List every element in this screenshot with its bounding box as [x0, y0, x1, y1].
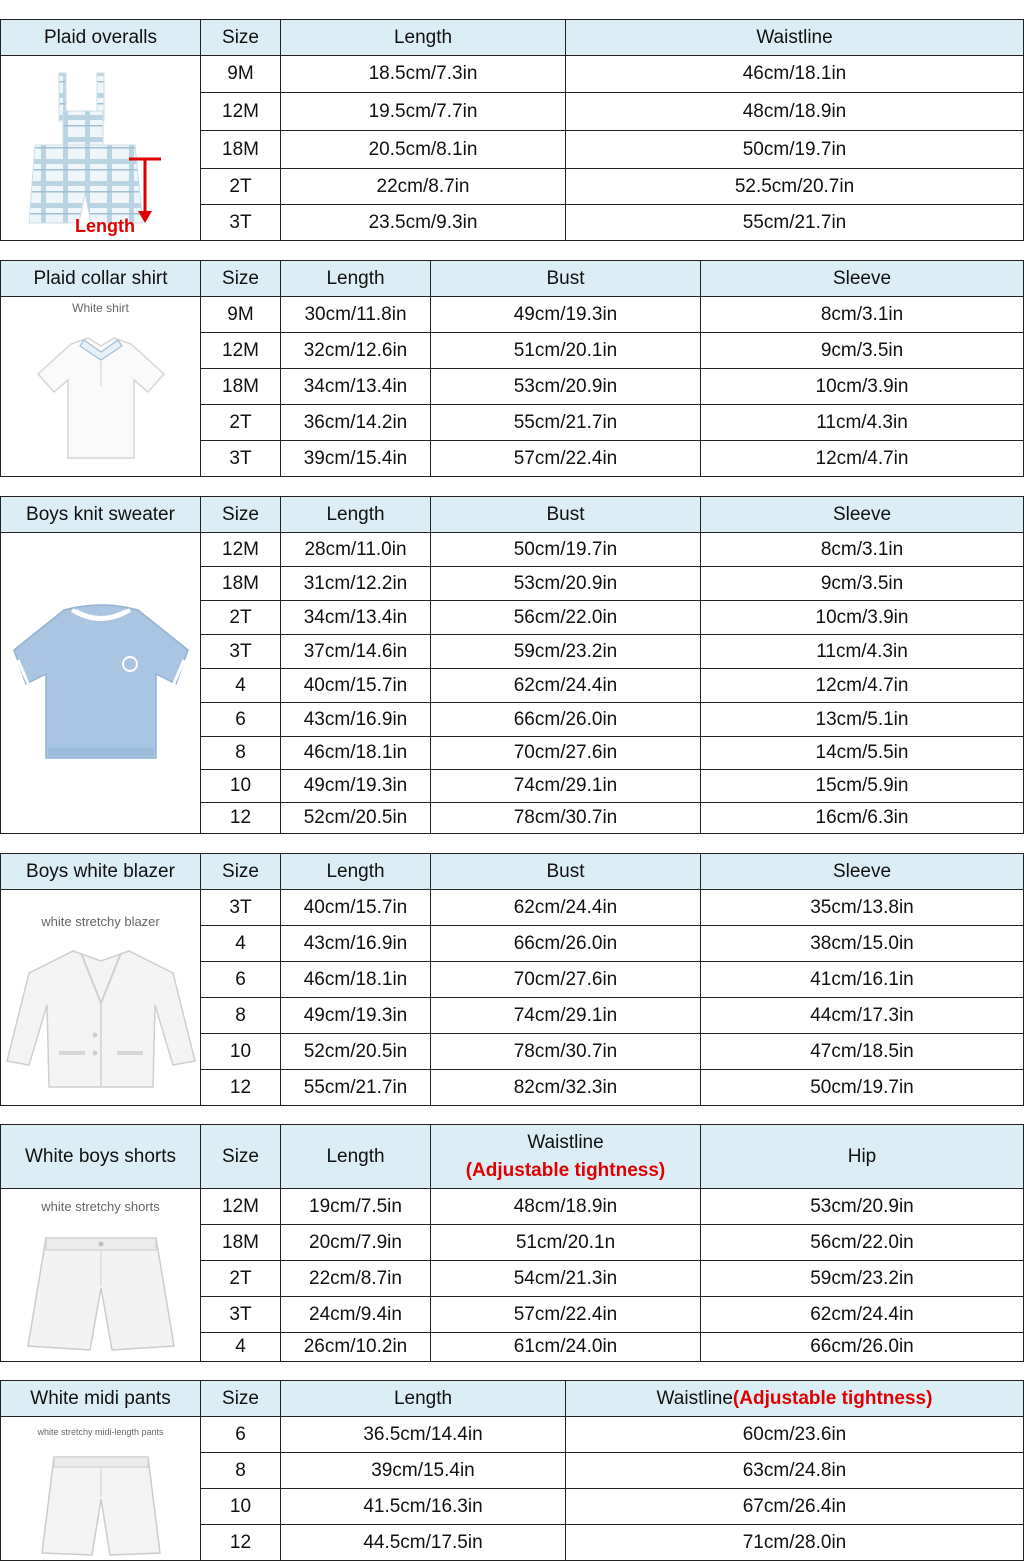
cell-length: 40cm/15.7in	[280, 889, 431, 926]
cell-sleeve: 35cm/13.8in	[700, 889, 1024, 926]
cell-bust: 62cm/24.4in	[430, 889, 701, 926]
header-size: Size	[200, 1380, 281, 1417]
cell-size: 4	[200, 1332, 281, 1362]
cell-length: 20cm/7.9in	[280, 1224, 431, 1261]
cell-size: 3T	[200, 634, 281, 669]
cell-hip: 53cm/20.9in	[700, 1188, 1024, 1225]
cell-size: 18M	[200, 566, 281, 601]
cell-size: 10	[200, 1488, 281, 1525]
cell-length: 52cm/20.5in	[280, 1033, 431, 1070]
cell-waistline: 50cm/19.7in	[565, 130, 1024, 169]
cell-length: 49cm/19.3in	[280, 997, 431, 1034]
cell-sleeve: 38cm/15.0in	[700, 925, 1024, 962]
cell-sleeve: 11cm/4.3in	[700, 634, 1024, 669]
cell-sleeve: 8cm/3.1in	[700, 296, 1024, 333]
header-sleeve: Sleeve	[700, 260, 1024, 297]
cell-length: 23.5cm/9.3in	[280, 204, 566, 241]
cell-bust: 55cm/21.7in	[430, 404, 701, 441]
header-waistline-label: Waistline	[656, 1387, 733, 1409]
image-caption: white stretchy shorts	[41, 1199, 160, 1214]
cell-sleeve: 12cm/4.7in	[700, 668, 1024, 703]
cell-length: 31cm/12.2in	[280, 566, 431, 601]
shorts-illustration	[16, 1228, 186, 1358]
cell-length: 18.5cm/7.3in	[280, 55, 566, 93]
cell-bust: 70cm/27.6in	[430, 736, 701, 770]
cell-length: 22cm/8.7in	[280, 1260, 431, 1297]
cell-waistline: 48cm/18.9in	[430, 1188, 701, 1225]
cell-size: 3T	[200, 204, 281, 241]
cell-length: 34cm/13.4in	[280, 600, 431, 635]
size-table-plaid-collar-shirt	[0, 260, 1024, 477]
cell-size: 6	[200, 702, 281, 737]
header-size: Size	[200, 853, 281, 890]
cell-waistline: 71cm/28.0in	[565, 1524, 1024, 1561]
header-length: Length	[280, 19, 566, 56]
cell-waistline: 54cm/21.3in	[430, 1260, 701, 1297]
product-name: Boys knit sweater	[0, 496, 201, 533]
cell-sleeve: 9cm/3.5in	[700, 332, 1024, 369]
cell-sleeve: 44cm/17.3in	[700, 997, 1024, 1034]
cell-length: 43cm/16.9in	[280, 925, 431, 962]
header-length: Length	[280, 260, 431, 297]
cell-size: 12	[200, 1069, 281, 1106]
cell-length: 49cm/19.3in	[280, 769, 431, 803]
cell-size: 6	[200, 1416, 281, 1453]
blazer-illustration	[3, 943, 199, 1093]
header-size: Size	[200, 19, 281, 56]
cell-size: 18M	[200, 130, 281, 169]
cell-sleeve: 47cm/18.5in	[700, 1033, 1024, 1070]
cell-length: 43cm/16.9in	[280, 702, 431, 737]
header-length: Length	[280, 1124, 431, 1189]
cell-bust: 74cm/29.1in	[430, 997, 701, 1034]
header-bust: Bust	[430, 853, 701, 890]
cell-sleeve: 11cm/4.3in	[700, 404, 1024, 441]
cell-length: 52cm/20.5in	[280, 802, 431, 834]
product-name: Plaid overalls	[0, 19, 201, 56]
cell-hip: 62cm/24.4in	[700, 1296, 1024, 1333]
cell-size: 2T	[200, 1260, 281, 1297]
cell-size: 12M	[200, 1188, 281, 1225]
adjustable-note: (Adjustable tightness)	[732, 1387, 933, 1409]
cell-bust: 82cm/32.3in	[430, 1069, 701, 1106]
cell-size: 8	[200, 736, 281, 770]
cell-bust: 51cm/20.1in	[430, 332, 701, 369]
header-size: Size	[200, 496, 281, 533]
cell-sleeve: 10cm/3.9in	[700, 368, 1024, 405]
cell-bust: 66cm/26.0in	[430, 925, 701, 962]
cell-bust: 56cm/22.0in	[430, 600, 701, 635]
cell-size: 12M	[200, 332, 281, 369]
cell-size: 8	[200, 997, 281, 1034]
header-sleeve: Sleeve	[700, 853, 1024, 890]
cell-size: 2T	[200, 600, 281, 635]
cell-size: 10	[200, 1033, 281, 1070]
cell-length: 41.5cm/16.3in	[280, 1488, 566, 1525]
cell-hip: 59cm/23.2in	[700, 1260, 1024, 1297]
header-length: Length	[280, 1380, 566, 1417]
image-caption: White shirt	[72, 301, 129, 315]
cell-length: 22cm/8.7in	[280, 168, 566, 205]
cell-sleeve: 15cm/5.9in	[700, 769, 1024, 803]
cell-size: 8	[200, 1452, 281, 1489]
header-size: Size	[200, 260, 281, 297]
cell-length: 28cm/11.0in	[280, 532, 431, 567]
cell-waistline: 57cm/22.4in	[430, 1296, 701, 1333]
cell-bust: 59cm/23.2in	[430, 634, 701, 669]
shirt-illustration	[26, 326, 176, 466]
cell-size: 4	[200, 668, 281, 703]
header-bust: Bust	[430, 260, 701, 297]
cell-bust: 74cm/29.1in	[430, 769, 701, 803]
cell-size: 3T	[200, 1296, 281, 1333]
cell-sleeve: 41cm/16.1in	[700, 961, 1024, 998]
size-table-plaid-overalls	[0, 19, 1024, 241]
cell-waistline: 63cm/24.8in	[565, 1452, 1024, 1489]
product-image-shirt	[0, 296, 201, 477]
overalls-illustration	[11, 63, 191, 233]
cell-size: 2T	[200, 404, 281, 441]
cell-length: 44.5cm/17.5in	[280, 1524, 566, 1561]
cell-waistline: 61cm/24.0in	[430, 1332, 701, 1362]
header-bust: Bust	[430, 496, 701, 533]
cell-size: 12	[200, 1524, 281, 1561]
cell-size: 2T	[200, 168, 281, 205]
cell-sleeve: 16cm/6.3in	[700, 802, 1024, 834]
image-caption: white stretchy blazer	[41, 914, 160, 929]
header-waistline-label: Waistline	[527, 1131, 604, 1153]
product-image-blazer	[0, 889, 201, 1106]
size-table-boys-white-blazer	[0, 853, 1024, 1106]
product-name: Plaid collar shirt	[0, 260, 201, 297]
cell-length: 39cm/15.4in	[280, 1452, 566, 1489]
size-table-white-boys-shorts	[0, 1124, 1024, 1362]
cell-size: 12	[200, 802, 281, 834]
cell-size: 12M	[200, 92, 281, 131]
header-length: Length	[280, 496, 431, 533]
header-waistline	[565, 1380, 1024, 1417]
cell-bust: 78cm/30.7in	[430, 802, 701, 834]
cell-bust: 66cm/26.0in	[430, 702, 701, 737]
cell-hip: 56cm/22.0in	[700, 1224, 1024, 1261]
product-image-sweater	[0, 532, 201, 834]
cell-size: 4	[200, 925, 281, 962]
cell-sleeve: 13cm/5.1in	[700, 702, 1024, 737]
cell-bust: 78cm/30.7in	[430, 1033, 701, 1070]
cell-length: 37cm/14.6in	[280, 634, 431, 669]
cell-sleeve: 10cm/3.9in	[700, 600, 1024, 635]
cell-length: 46cm/18.1in	[280, 736, 431, 770]
cell-length: 19.5cm/7.7in	[280, 92, 566, 131]
length-label: Length	[75, 216, 135, 236]
cell-sleeve: 14cm/5.5in	[700, 736, 1024, 770]
cell-length: 20.5cm/8.1in	[280, 130, 566, 169]
cell-waistline: 48cm/18.9in	[565, 92, 1024, 131]
cell-waistline: 60cm/23.6in	[565, 1416, 1024, 1453]
adjustable-note: (Adjustable tightness)	[465, 1159, 666, 1181]
cell-bust: 53cm/20.9in	[430, 566, 701, 601]
header-size: Size	[200, 1124, 281, 1189]
cell-size: 12M	[200, 532, 281, 567]
cell-waistline: 67cm/26.4in	[565, 1488, 1024, 1525]
cell-waistline: 51cm/20.1n	[430, 1224, 701, 1261]
cell-length: 34cm/13.4in	[280, 368, 431, 405]
size-table-boys-knit-sweater	[0, 496, 1024, 834]
cell-length: 39cm/15.4in	[280, 440, 431, 477]
midi-pants-illustration	[26, 1449, 176, 1559]
header-sleeve: Sleeve	[700, 496, 1024, 533]
cell-sleeve: 8cm/3.1in	[700, 532, 1024, 567]
cell-size: 6	[200, 961, 281, 998]
cell-bust: 70cm/27.6in	[430, 961, 701, 998]
cell-bust: 53cm/20.9in	[430, 368, 701, 405]
cell-length: 40cm/15.7in	[280, 668, 431, 703]
product-name: White boys shorts	[0, 1124, 201, 1189]
cell-waistline: 52.5cm/20.7in	[565, 168, 1024, 205]
header-waistline	[430, 1124, 701, 1189]
cell-waistline: 46cm/18.1in	[565, 55, 1024, 93]
cell-length: 26cm/10.2in	[280, 1332, 431, 1362]
size-table-white-midi-pants	[0, 1380, 1024, 1561]
cell-size: 18M	[200, 368, 281, 405]
cell-length: 19cm/7.5in	[280, 1188, 431, 1225]
cell-bust: 50cm/19.7in	[430, 532, 701, 567]
cell-length: 30cm/11.8in	[280, 296, 431, 333]
header-waistline: Waistline	[565, 19, 1024, 56]
cell-length: 46cm/18.1in	[280, 961, 431, 998]
cell-length: 36cm/14.2in	[280, 404, 431, 441]
cell-size: 3T	[200, 889, 281, 926]
header-length: Length	[280, 853, 431, 890]
product-image-midi-pants	[0, 1416, 201, 1561]
cell-sleeve: 9cm/3.5in	[700, 566, 1024, 601]
cell-length: 36.5cm/14.4in	[280, 1416, 566, 1453]
product-image-overalls	[0, 55, 201, 241]
cell-size: 3T	[200, 440, 281, 477]
product-name: White midi pants	[0, 1380, 201, 1417]
cell-size: 9M	[200, 296, 281, 333]
header-hip: Hip	[700, 1124, 1024, 1189]
cell-waistline: 55cm/21.7in	[565, 204, 1024, 241]
cell-bust: 62cm/24.4in	[430, 668, 701, 703]
cell-bust: 57cm/22.4in	[430, 440, 701, 477]
cell-length: 24cm/9.4in	[280, 1296, 431, 1333]
cell-length: 55cm/21.7in	[280, 1069, 431, 1106]
cell-size: 10	[200, 769, 281, 803]
image-caption: white stretchy midi-length pants	[37, 1427, 164, 1437]
product-name: Boys white blazer	[0, 853, 201, 890]
cell-sleeve: 50cm/19.7in	[700, 1069, 1024, 1106]
cell-length: 32cm/12.6in	[280, 332, 431, 369]
product-image-shorts	[0, 1188, 201, 1362]
cell-bust: 49cm/19.3in	[430, 296, 701, 333]
cell-size: 9M	[200, 55, 281, 93]
cell-hip: 66cm/26.0in	[700, 1332, 1024, 1362]
cell-sleeve: 12cm/4.7in	[700, 440, 1024, 477]
sweater-illustration	[6, 598, 196, 768]
cell-size: 18M	[200, 1224, 281, 1261]
